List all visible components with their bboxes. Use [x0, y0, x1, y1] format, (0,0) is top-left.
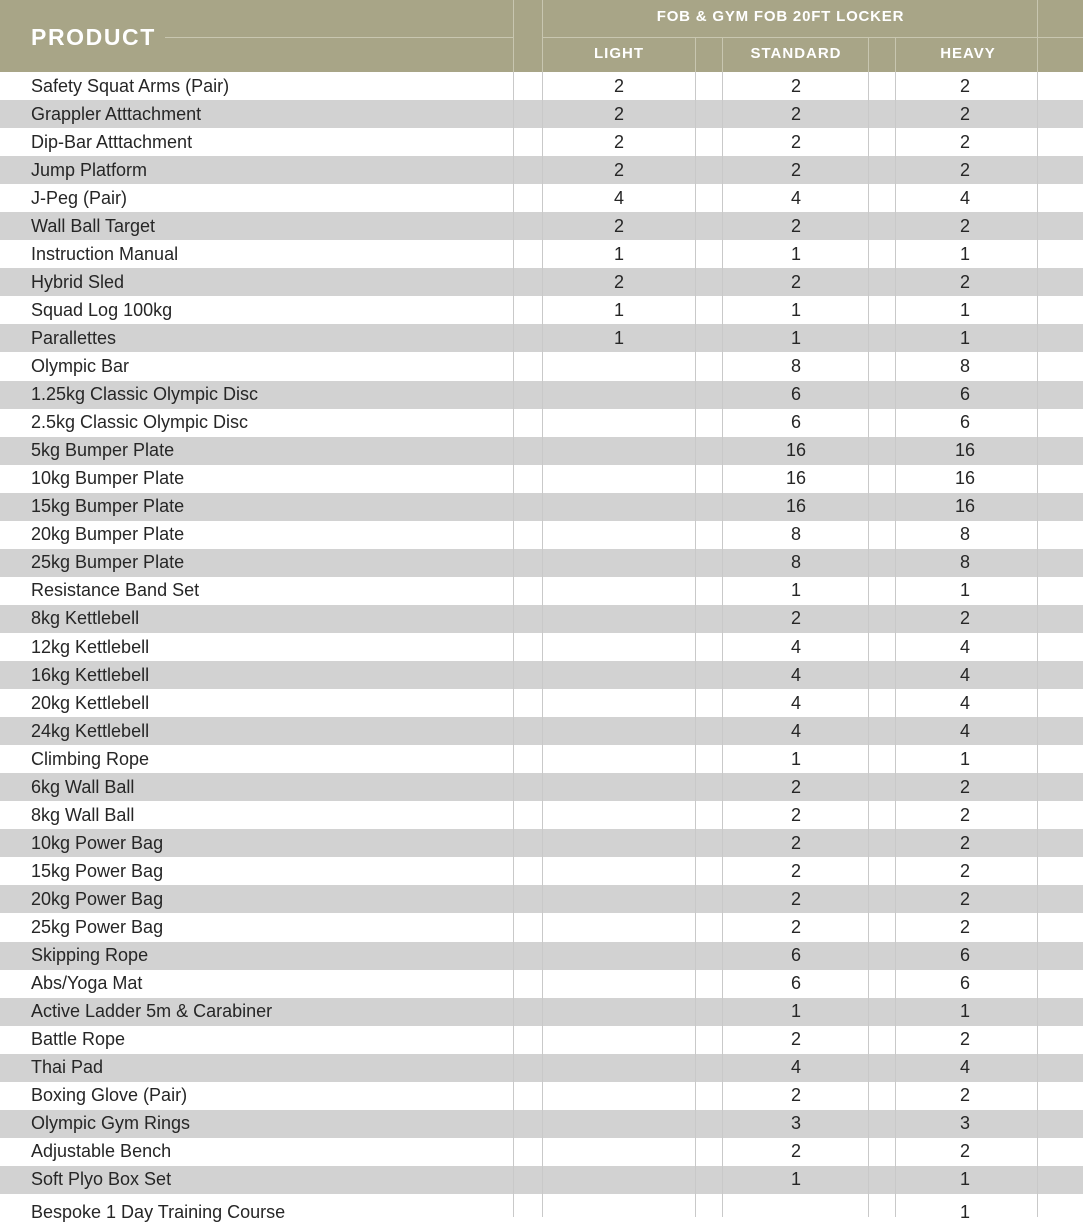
header-divider: [722, 38, 723, 72]
light-qty-cell: [589, 577, 649, 605]
product-name-cell: Olympic Bar: [31, 356, 130, 377]
product-name-cell: Olympic Gym Rings: [31, 1113, 191, 1134]
standard-qty-cell: 2: [790, 1029, 801, 1050]
product-name-cell: 10kg Bumper Plate: [31, 468, 185, 489]
standard-qty-cell: 2: [790, 271, 801, 292]
product-name-cell: 25kg Bumper Plate: [31, 552, 185, 573]
product-name-cell: Bespoke 1 Day Training Course: [31, 1201, 286, 1222]
light-qty-cell: 1: [613, 243, 624, 264]
light-qty-cell: [589, 970, 649, 998]
header-divider: [695, 38, 696, 72]
product-name-cell: 20kg Kettlebell: [31, 692, 150, 713]
light-qty-cell: 4: [613, 187, 624, 208]
standard-qty-cell: 16: [785, 496, 807, 517]
light-qty-cell: 2: [613, 75, 624, 96]
light-qty-cell: [589, 914, 649, 942]
heavy-qty-cell: 8: [959, 524, 970, 545]
heavy-qty-cell: 2: [959, 215, 970, 236]
heavy-qty-cell: 16: [954, 440, 976, 461]
heavy-column-header: HEAVY: [940, 45, 996, 62]
heavy-qty-cell: 2: [959, 103, 970, 124]
standard-qty-cell: 4: [790, 720, 801, 741]
standard-qty-cell: 16: [785, 468, 807, 489]
light-column-header: LIGHT: [594, 45, 644, 62]
header-divider: [895, 38, 896, 72]
table-header: [0, 0, 1083, 72]
light-qty-cell: [589, 857, 649, 885]
standard-qty-cell: 1: [790, 1169, 801, 1190]
heavy-qty-cell: 2: [959, 271, 970, 292]
light-qty-cell: 2: [613, 131, 624, 152]
heavy-qty-cell: 1: [959, 299, 970, 320]
standard-qty-cell: 4: [790, 636, 801, 657]
heavy-qty-cell: 2: [959, 1141, 970, 1162]
heavy-qty-cell: 4: [959, 664, 970, 685]
heavy-qty-cell: 4: [959, 187, 970, 208]
heavy-qty-cell: 6: [959, 945, 970, 966]
standard-qty-cell: 1: [790, 327, 801, 348]
heavy-qty-cell: 1: [959, 1201, 970, 1222]
standard-qty-cell: 4: [790, 692, 801, 713]
light-qty-cell: [589, 661, 649, 689]
light-qty-cell: [589, 745, 649, 773]
light-qty-cell: [589, 1110, 649, 1138]
standard-qty-cell: 1: [790, 1001, 801, 1022]
locker-group-header: FOB & GYM FOB 20FT LOCKER: [656, 8, 905, 25]
product-name-cell: Squad Log 100kg: [31, 299, 173, 320]
standard-qty-cell: 2: [790, 888, 801, 909]
product-name-cell: Grappler Atttachment: [31, 103, 202, 124]
standard-qty-cell: 1: [790, 748, 801, 769]
heavy-qty-cell: 1: [959, 327, 970, 348]
light-qty-cell: 1: [613, 299, 624, 320]
heavy-qty-cell: 6: [959, 384, 970, 405]
header-divider: [1037, 0, 1038, 72]
product-name-cell: 20kg Bumper Plate: [31, 524, 185, 545]
heavy-qty-cell: 2: [959, 131, 970, 152]
product-name-cell: 25kg Power Bag: [31, 917, 164, 938]
header-divider: [513, 0, 514, 72]
standard-qty-cell: 6: [790, 945, 801, 966]
heavy-qty-cell: 2: [959, 888, 970, 909]
standard-qty-cell: 2: [790, 131, 801, 152]
product-name-cell: Resistance Band Set: [31, 580, 200, 601]
product-name-cell: Soft Plyo Box Set: [31, 1169, 172, 1190]
light-qty-cell: [589, 942, 649, 970]
light-qty-cell: 2: [613, 215, 624, 236]
standard-qty-cell: 2: [790, 608, 801, 629]
column-separator: [895, 72, 896, 1217]
standard-qty-cell: 8: [790, 524, 801, 545]
product-name-cell: Adjustable Bench: [31, 1141, 172, 1162]
light-qty-cell: [589, 493, 649, 521]
product-name-cell: 10kg Power Bag: [31, 832, 164, 853]
product-name-cell: 15kg Power Bag: [31, 860, 164, 881]
product-name-cell: Battle Rope: [31, 1029, 126, 1050]
heavy-qty-cell: 16: [954, 468, 976, 489]
standard-qty-cell: 2: [790, 917, 801, 938]
light-qty-cell: [589, 549, 649, 577]
product-name-cell: 16kg Kettlebell: [31, 664, 150, 685]
standard-qty-cell: 8: [790, 552, 801, 573]
light-qty-cell: 2: [613, 271, 624, 292]
light-qty-cell: [589, 381, 649, 409]
column-separator: [868, 72, 869, 1217]
standard-qty-cell: 2: [790, 215, 801, 236]
product-name-cell: Boxing Glove (Pair): [31, 1085, 188, 1106]
light-qty-cell: [589, 605, 649, 633]
heavy-qty-cell: 6: [959, 973, 970, 994]
product-name-cell: Jump Platform: [31, 159, 148, 180]
light-qty-cell: [589, 465, 649, 493]
header-rule-right: [542, 37, 1083, 38]
heavy-qty-cell: 16: [954, 496, 976, 517]
light-qty-cell: 2: [613, 159, 624, 180]
standard-qty-cell: 2: [790, 75, 801, 96]
heavy-qty-cell: 8: [959, 552, 970, 573]
light-qty-cell: [589, 409, 649, 437]
standard-qty-cell: 2: [790, 832, 801, 853]
product-name-cell: 6kg Wall Ball: [31, 776, 135, 797]
light-qty-cell: [589, 521, 649, 549]
heavy-qty-cell: 2: [959, 832, 970, 853]
heavy-qty-cell: 2: [959, 1085, 970, 1106]
light-qty-cell: [589, 1166, 649, 1194]
column-separator: [695, 72, 696, 1217]
product-name-cell: 8kg Kettlebell: [31, 608, 140, 629]
heavy-qty-cell: 2: [959, 608, 970, 629]
heavy-qty-cell: 1: [959, 748, 970, 769]
light-qty-cell: 1: [613, 327, 624, 348]
product-name-cell: 2.5kg Classic Olympic Disc: [31, 412, 249, 433]
column-separator: [1037, 72, 1038, 1217]
heavy-qty-cell: 2: [959, 860, 970, 881]
standard-qty-cell: 3: [790, 1113, 801, 1134]
standard-qty-cell: 16: [785, 440, 807, 461]
header-divider: [542, 0, 543, 72]
standard-qty-cell: 1: [790, 299, 801, 320]
standard-qty-cell: 2: [790, 776, 801, 797]
product-name-cell: Wall Ball Target: [31, 215, 156, 236]
standard-qty-cell: 2: [790, 1085, 801, 1106]
light-qty-cell: [589, 885, 649, 913]
product-name-cell: 5kg Bumper Plate: [31, 440, 175, 461]
heavy-qty-cell: 2: [959, 75, 970, 96]
heavy-qty-cell: 4: [959, 636, 970, 657]
standard-qty-cell: 6: [790, 973, 801, 994]
product-name-cell: Skipping Rope: [31, 945, 149, 966]
standard-qty-cell: 2: [790, 860, 801, 881]
light-qty-cell: [589, 1082, 649, 1110]
heavy-qty-cell: 4: [959, 720, 970, 741]
standard-qty-cell: 8: [790, 356, 801, 377]
heavy-qty-cell: 4: [959, 1057, 970, 1078]
product-name-cell: Safety Squat Arms (Pair): [31, 75, 230, 96]
standard-column-header: STANDARD: [750, 45, 842, 62]
product-name-cell: J-Peg (Pair): [31, 187, 128, 208]
standard-qty-cell: 6: [790, 412, 801, 433]
heavy-qty-cell: 2: [959, 776, 970, 797]
standard-qty-cell: 2: [790, 159, 801, 180]
light-qty-cell: [589, 1194, 649, 1230]
light-qty-cell: [589, 1138, 649, 1166]
heavy-qty-cell: 8: [959, 356, 970, 377]
product-name-cell: 8kg Wall Ball: [31, 804, 135, 825]
standard-qty-cell: 1: [790, 580, 801, 601]
heavy-qty-cell: 1: [959, 1001, 970, 1022]
heavy-qty-cell: 2: [959, 1029, 970, 1050]
standard-qty-cell: 4: [790, 1057, 801, 1078]
heavy-qty-cell: 2: [959, 917, 970, 938]
product-name-cell: 20kg Power Bag: [31, 888, 164, 909]
light-qty-cell: [589, 998, 649, 1026]
header-divider: [868, 38, 869, 72]
standard-qty-cell: 4: [790, 664, 801, 685]
light-qty-cell: [589, 689, 649, 717]
column-separator: [542, 72, 543, 1217]
light-qty-cell: [589, 717, 649, 745]
light-qty-cell: [589, 829, 649, 857]
heavy-qty-cell: 1: [959, 580, 970, 601]
light-qty-cell: [589, 1054, 649, 1082]
standard-qty-cell: 2: [790, 1141, 801, 1162]
light-qty-cell: [589, 437, 649, 465]
product-name-cell: Dip-Bar Atttachment: [31, 131, 193, 152]
standard-qty-cell: 2: [790, 804, 801, 825]
column-separator: [513, 72, 514, 1217]
heavy-qty-cell: 1: [959, 1169, 970, 1190]
header-rule-left: [165, 37, 513, 38]
standard-qty-cell: 2: [790, 103, 801, 124]
product-name-cell: Hybrid Sled: [31, 271, 125, 292]
column-separator: [722, 72, 723, 1217]
light-qty-cell: 2: [613, 103, 624, 124]
heavy-qty-cell: 6: [959, 412, 970, 433]
light-qty-cell: [589, 1026, 649, 1054]
product-name-cell: 1.25kg Classic Olympic Disc: [31, 384, 259, 405]
product-name-cell: 15kg Bumper Plate: [31, 496, 185, 517]
light-qty-cell: [589, 801, 649, 829]
heavy-qty-cell: 3: [959, 1113, 970, 1134]
heavy-qty-cell: 4: [959, 692, 970, 713]
light-qty-cell: [589, 353, 649, 381]
product-column-header: PRODUCT: [31, 24, 156, 50]
product-name-cell: 12kg Kettlebell: [31, 636, 150, 657]
heavy-qty-cell: 2: [959, 804, 970, 825]
standard-qty-cell: 6: [790, 384, 801, 405]
light-qty-cell: [589, 633, 649, 661]
product-name-cell: Thai Pad: [31, 1057, 104, 1078]
product-name-cell: 24kg Kettlebell: [31, 720, 150, 741]
heavy-qty-cell: 2: [959, 159, 970, 180]
heavy-qty-cell: 1: [959, 243, 970, 264]
product-name-cell: Active Ladder 5m & Carabiner: [31, 1001, 273, 1022]
standard-qty-cell: 1: [790, 243, 801, 264]
product-name-cell: Abs/Yoga Mat: [31, 973, 143, 994]
standard-qty-cell: 4: [790, 187, 801, 208]
product-name-cell: Parallettes: [31, 327, 117, 348]
product-name-cell: Instruction Manual: [31, 243, 179, 264]
standard-qty-cell: [766, 1194, 826, 1230]
light-qty-cell: [589, 773, 649, 801]
product-name-cell: Climbing Rope: [31, 748, 150, 769]
